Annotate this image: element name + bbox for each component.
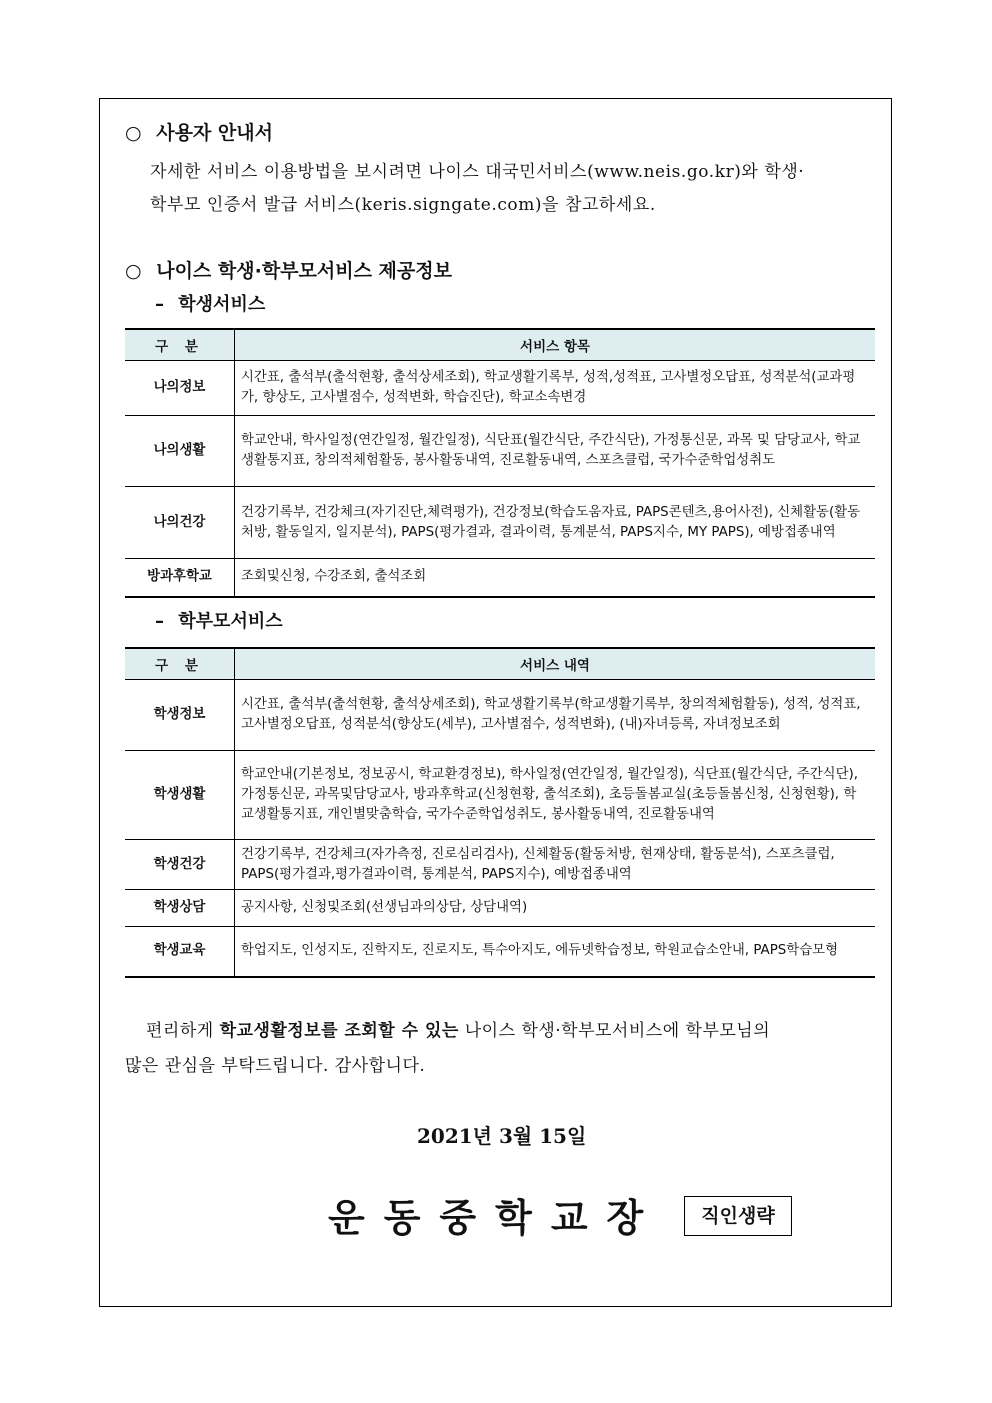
section-title: 사용자 안내서 bbox=[156, 122, 273, 144]
guide-line-1: 자세한 서비스 이용방법을 보시려면 나이스 대국민서비스(www.neis.go.kr)와 학생· bbox=[150, 162, 805, 182]
guide-line-2: 학부모 인증서 발급 서비스(keris.signgate.com)을 참고하세요. bbox=[150, 195, 656, 215]
table-row bbox=[125, 416, 875, 487]
student-services-title: 학생서비스 bbox=[178, 294, 266, 315]
document-date: 2021년 3월 15일 bbox=[417, 1124, 587, 1148]
table-row bbox=[125, 927, 875, 977]
seal-omitted-stamp: 직인생략 bbox=[684, 1196, 792, 1236]
row-text: 시간표, 출석부(출석현황, 출석상세조회), 학교생활기록부(학교생활기록부, 창의적체험활동), 성적, 성적표, 고사별정오답표, 성적분석(향상도(세부), 고사별점수, 성적변화), (내)자녀등록, 자녀정보조회 bbox=[235, 680, 876, 751]
header-category: 구 분 bbox=[125, 329, 235, 361]
row-label: 학생생활 bbox=[125, 751, 235, 840]
header-items: 서비스 내역 bbox=[235, 648, 876, 680]
row-label: 학생상담 bbox=[125, 890, 235, 927]
table-row bbox=[125, 840, 875, 890]
table-header-row bbox=[125, 329, 875, 361]
closing-text: 편리하게 bbox=[146, 1021, 220, 1041]
parent-services-table bbox=[125, 647, 875, 978]
row-text: 건강기록부, 건강체크(자가측정, 진로심리검사), 신체활동(활동처방, 현재상태, 활동분석), 스포츠클럽, PAPS(평가결과,평가결과이력, 통계분석, PAPS지수), 예방접종내역 bbox=[235, 840, 876, 890]
section-title: 나이스 학생·학부모서비스 제공정보 bbox=[156, 260, 452, 282]
parent-services-title: 학부모서비스 bbox=[178, 611, 283, 632]
dash-bullet: – bbox=[155, 294, 164, 315]
parent-services-heading bbox=[155, 607, 283, 633]
student-services-table bbox=[125, 328, 875, 598]
table-row bbox=[125, 751, 875, 840]
row-label: 나의생활 bbox=[125, 416, 235, 487]
row-label: 학생교육 bbox=[125, 927, 235, 977]
closing-text: 나이스 학생·학부모서비스에 학부모님의 bbox=[458, 1021, 771, 1041]
circle-bullet-icon: ○ bbox=[125, 260, 142, 282]
closing-line-2: 많은 관심을 부탁드립니다. 감사합니다. bbox=[125, 1056, 426, 1076]
signer-name: 운동중학교장 bbox=[328, 1195, 663, 1240]
row-text: 학교안내(기본정보, 정보공시, 학교환경정보), 학사일정(연간일정, 월간일정), 식단표(월간식단, 주간식단), 가정통신문, 과목및담당교사, 방과후학교(신청현황, 출석조회), 초등돌봄교실(초등돌봄신청, 신청현황), 학교생활통지표, 개인별맞춤학습, 국가수준학업성취도, 봉사활동내역, 진로활동내역 bbox=[235, 751, 876, 840]
row-text: 건강기록부, 건강체크(자기진단,체력평가), 건강정보(학습도움자료, PAPS콘텐츠,용어사전), 신체활동(활동처방, 활동일지, 일지분석), PAPS(평가결과, 결과이력, 통계분석, PAPS지수, MY PAPS), 예방접종내역 bbox=[235, 487, 876, 559]
row-label: 방과후학교 bbox=[125, 559, 235, 597]
row-label: 학생건강 bbox=[125, 840, 235, 890]
row-text: 공지사항, 신청및조회(선생님과의상담, 상담내역) bbox=[235, 890, 876, 927]
table-row bbox=[125, 361, 875, 416]
student-services-heading bbox=[155, 290, 265, 316]
table-row bbox=[125, 559, 875, 597]
table-row bbox=[125, 890, 875, 927]
row-label: 나의건강 bbox=[125, 487, 235, 559]
row-text: 시간표, 출석부(출석현황, 출석상세조회), 학교생활기록부, 성적,성적표, 고사별정오답표, 성적분석(교과평가, 향상도, 고사별점수, 성적변화, 학습진단), 학교소속변경 bbox=[235, 361, 876, 416]
dash-bullet: – bbox=[155, 611, 164, 632]
header-category: 구 분 bbox=[125, 648, 235, 680]
table-row bbox=[125, 680, 875, 751]
section-provided-info-heading bbox=[125, 256, 452, 283]
row-text: 조회및신청, 수강조회, 출석조회 bbox=[235, 559, 876, 597]
row-label: 학생정보 bbox=[125, 680, 235, 751]
closing-line-1 bbox=[146, 1016, 770, 1041]
section-user-guide-heading bbox=[125, 118, 273, 145]
header-items: 서비스 항목 bbox=[235, 329, 876, 361]
row-label: 나의정보 bbox=[125, 361, 235, 416]
row-text: 학업지도, 인성지도, 진학지도, 진로지도, 특수아지도, 에듀넷학습정보, 학원교습소안내, PAPS학습모형 bbox=[235, 927, 876, 977]
table-row bbox=[125, 487, 875, 559]
circle-bullet-icon: ○ bbox=[125, 122, 142, 144]
row-text: 학교안내, 학사일정(연간일정, 월간일정), 식단표(월간식단, 주간식단), 가정통신문, 과목 및 담당교사, 학교생활통지표, 창의적체험활동, 봉사활동내역, 진로활동내역, 스포츠클럽, 국가수준학업성취도 bbox=[235, 416, 876, 487]
table-header-row bbox=[125, 648, 875, 680]
closing-emphasis: 학교생활정보를 조회할 수 있는 bbox=[219, 1021, 459, 1041]
